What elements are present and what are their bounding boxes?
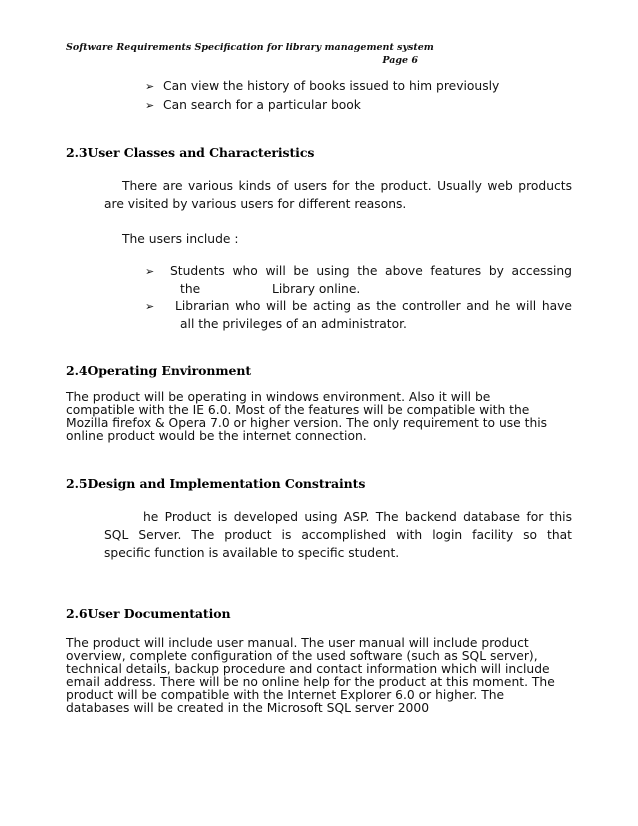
s23-bullet-1-line-1: Students who will be using the above features by accessing (170, 264, 572, 278)
s24-line-2: compatible with the IE 6.0. Most of the features will be compatible with the (66, 403, 530, 417)
s23-bullet-1-line-2b: Library online. (272, 282, 361, 296)
s24-line-4: online product would be the internet connection. (66, 429, 367, 443)
intro-bullet-1: Can view the history of books issued to him previously (163, 79, 500, 93)
section-heading-2-3: 2.3User Classes and Characteristics (66, 145, 315, 160)
intro-bullet-2: Can search for a particular book (163, 98, 361, 112)
s26-line-6: databases will be created in the Microsoft SQL server 2000 (66, 701, 430, 715)
s23-users-include: The users include : (122, 232, 239, 246)
section-heading-2-5: 2.5Design and Implementation Constraints (66, 476, 366, 491)
s23-paragraph-line-2: are visited by various users for different reasons. (104, 197, 407, 211)
bullet-icon: ➢ (145, 300, 155, 313)
s26-line-2: overview, complete configuration of the used software (such as SQL server), (66, 649, 538, 663)
header-title: Software Requirements Specification for library management system (66, 42, 434, 53)
s25-line-3: specific function is available to specific student. (104, 546, 400, 560)
s23-bullet-2-line-1: Librarian who will be acting as the controller and he will have (175, 299, 572, 313)
s26-line-5: product will be compatible with the Internet Explorer 6.0 or higher. The (66, 688, 505, 702)
s24-line-1: The product will be operating in windows environment. Also it will be (66, 390, 491, 404)
bullet-icon: ➢ (145, 265, 155, 278)
s23-paragraph-line-1: There are various kinds of users for the product. Usually web products (122, 179, 572, 193)
s26-line-1: The product will include user manual. The user manual will include product (66, 636, 529, 650)
s25-line-1: he Product is developed using ASP. The backend database for this (143, 510, 572, 524)
s26-line-4: email address. There will be no online help for the product at this moment. The (66, 675, 555, 689)
s25-line-2: SQL Server. The product is accomplished with login facility so that (104, 528, 572, 542)
section-heading-2-6: 2.6User Documentation (66, 606, 231, 621)
s23-bullet-2-line-2: all the privileges of an administrator. (180, 317, 407, 331)
bullet-icon: ➢ (145, 99, 155, 112)
s26-line-3: technical details, backup procedure and contact information which will include (66, 662, 550, 676)
section-heading-2-4: 2.4Operating Environment (66, 363, 251, 378)
header-page-number: Page 6 (382, 55, 418, 66)
s24-line-3: Mozilla firefox & Opera 7.0 or higher version. The only requirement to use this (66, 416, 548, 430)
bullet-icon: ➢ (145, 80, 155, 93)
s23-bullet-1-line-2a: the (180, 282, 201, 296)
